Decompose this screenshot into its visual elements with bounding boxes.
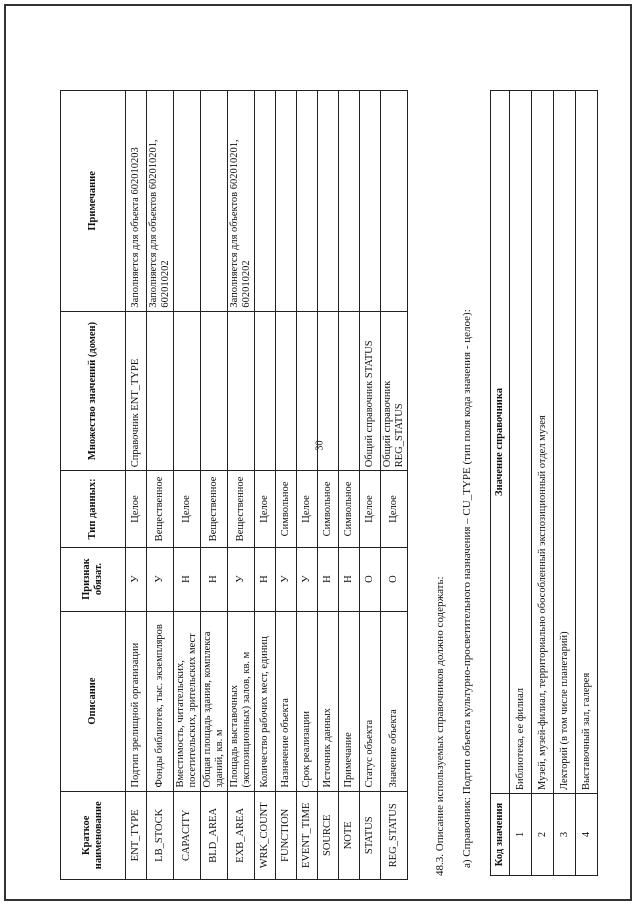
cell-short-name: NOTE [339,791,360,879]
section-heading: 48.3. Описание используемых справочников должно содержать: [434,576,446,876]
cell-short-name: EXB_AREA [228,791,255,879]
reference-subheading: а) Справочник: Подтип объекта культурно-просветительного назначения – CU_TYPE (тип поля кода значения - целое): [461,309,473,868]
cell-code: 2 [532,794,554,876]
cell-data-type: Целое [360,471,381,547]
cell-domain [174,311,201,471]
cell-data-type: Целое [174,471,201,547]
cell-domain: Общий справочник STATUS [360,311,381,471]
cell-description: Значение объекта [381,611,408,791]
cell-short-name: CAPACITY [174,791,201,879]
cell-description: Срок реализации [297,611,318,791]
cell-note [339,91,360,312]
cell-description: Статус объекта [360,611,381,791]
reference-table [490,90,598,876]
cell-required-flag: У [297,547,318,611]
cell-data-type: Целое [381,471,408,547]
cell-note [297,91,318,312]
cell-short-name: EVENT_TIME [297,791,318,879]
cell-data-type: Целое [297,471,318,547]
cell-description: Площадь выставочных (экспозиционных) залов, кв. м [228,611,255,791]
cell-note [201,91,228,312]
table-row [255,91,276,880]
header-description: Описание [61,611,126,791]
cell-domain [255,311,276,471]
attributes-table [60,90,408,880]
table-row [318,91,339,880]
cell-data-type: Вещественное [147,471,174,547]
cell-required-flag: О [381,547,408,611]
header-domain: Множество значений (домен) [61,311,126,471]
table-row [228,91,255,880]
cell-required-flag: У [147,547,174,611]
cell-description: Количество рабочих мест, единиц [255,611,276,791]
cell-short-name: ENT_TYPE [126,791,147,879]
cell-code: 3 [554,794,576,876]
cell-note [360,91,381,312]
cell-domain [318,311,339,471]
header-value: Значение справочника [491,91,510,794]
cell-domain [228,311,255,471]
cell-note [318,91,339,312]
cell-value: Выставочный зал, галерея [576,91,598,794]
cell-domain: Общий справочник REG_STATUS [381,311,408,471]
cell-description: Назначение объекта [276,611,297,791]
cell-required-flag: Н [255,547,276,611]
cell-domain [147,311,174,471]
header-note: Примечание [61,91,126,312]
list-item [576,91,598,876]
cell-short-name: BLD_AREA [201,791,228,879]
cell-domain [276,311,297,471]
cell-required-flag: Н [174,547,201,611]
cell-code: 1 [510,794,532,876]
cell-note [276,91,297,312]
cell-short-name: LB_STOCK [147,791,174,879]
cell-note: Заполняется для объекта 602010203 [126,91,147,312]
cell-value: Лекторий (в том числе планетарий) [554,91,576,794]
cell-required-flag: О [360,547,381,611]
cell-data-type: Символьное [339,471,360,547]
cell-description: Примечание [339,611,360,791]
table-row [360,91,381,880]
list-item [554,91,576,876]
table-row [381,91,408,880]
header-code: Код значения [491,794,510,876]
cell-description: Подтип зрелищной организации [126,611,147,791]
cell-short-name: FUNCTION [276,791,297,879]
cell-value: Библиотека, ее филиал [510,91,532,794]
table-row [339,91,360,880]
cell-note [381,91,408,312]
cell-data-type: Вещественное [201,471,228,547]
cell-short-name: WRK_COUNT [255,791,276,879]
reference-table-header [491,91,510,876]
cell-domain [339,311,360,471]
header-data-type: Тип данных: [61,471,126,547]
list-item [510,91,532,876]
table-row [147,91,174,880]
cell-required-flag: Н [339,547,360,611]
cell-data-type: Символьное [276,471,297,547]
header-short-name: Краткое наименование [61,791,126,879]
cell-short-name: REG_STATUS [381,791,408,879]
table-row [126,91,147,880]
cell-description: Фонды библиотек, тыс. экземпляров [147,611,174,791]
attributes-table-header [61,91,126,880]
cell-required-flag: Н [318,547,339,611]
cell-note [174,91,201,312]
cell-data-type: Целое [255,471,276,547]
table-row [276,91,297,880]
cell-data-type: Символьное [318,471,339,547]
cell-domain [297,311,318,471]
cell-code: 4 [576,794,598,876]
cell-domain [201,311,228,471]
header-required-flag: Признак обязат. [61,547,126,611]
cell-short-name: SOURCE [318,791,339,879]
cell-note: Заполняется для объектов 602010201, 602010202 [228,91,255,312]
cell-description: Вместимость, читательских, посетительских, зрительских мест [174,611,201,791]
cell-data-type: Целое [126,471,147,547]
cell-required-flag: У [228,547,255,611]
cell-description: Источник данных [318,611,339,791]
cell-note: Заполняется для объектов 602010201, 602010202 [147,91,174,312]
cell-description: Общая площадь здания, комплекса зданий, кв. м [201,611,228,791]
cell-required-flag: У [126,547,147,611]
cell-note [255,91,276,312]
cell-required-flag: У [276,547,297,611]
table-row [174,91,201,880]
page-number: 30 [314,440,326,451]
cell-value: Музей, музей-филиал, территориально обособленный экспозиционный отдел музея [532,91,554,794]
list-item [532,91,554,876]
cell-short-name: STATUS [360,791,381,879]
table-row [201,91,228,880]
table-row [297,91,318,880]
cell-required-flag: Н [201,547,228,611]
cell-domain: Справочник ENT_TYPE [126,311,147,471]
cell-data-type: Вещественное [228,471,255,547]
rotated-content [60,90,590,880]
